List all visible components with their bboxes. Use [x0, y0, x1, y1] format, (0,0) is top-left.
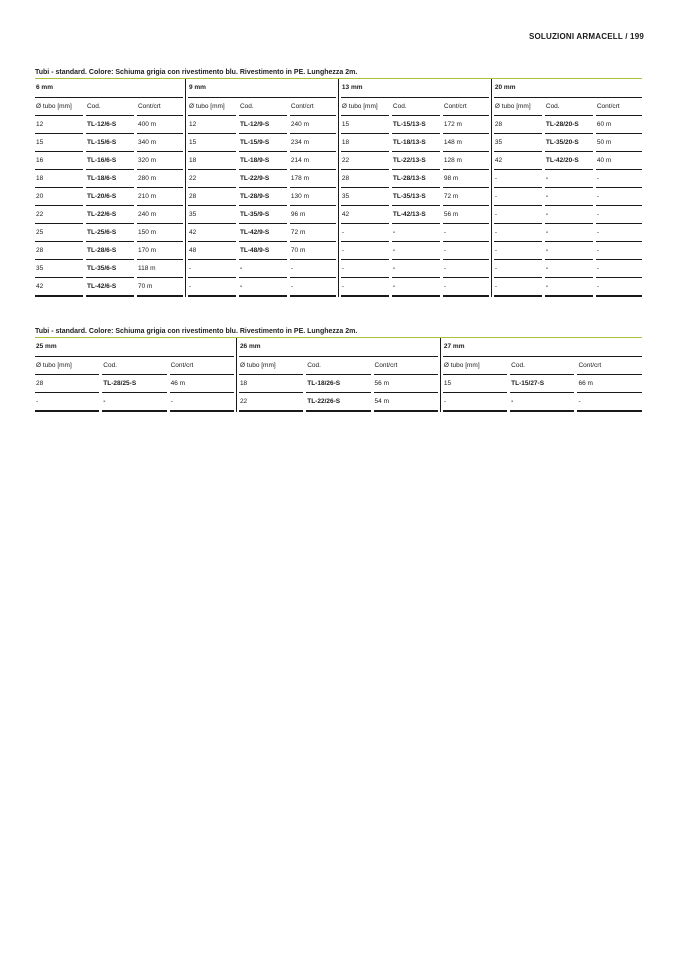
pipe-diameter-cell: 35 [188, 206, 236, 224]
product-code-cell: TL-28/13-S [392, 170, 440, 188]
pipe-diameter-cell: 35 [494, 134, 542, 152]
table-row [35, 188, 642, 206]
pipe-diameter-cell: 22 [239, 393, 303, 412]
product-code-cell: - [392, 242, 440, 260]
pipe-diameter-cell: 18 [188, 152, 236, 170]
column-header: Ø tubo [mm] [494, 98, 542, 116]
table-row [35, 134, 642, 152]
pipe-diameter-cell: 28 [35, 375, 99, 393]
table-section-1 [35, 67, 642, 297]
quantity-per-carton-cell: 70 m [137, 278, 183, 297]
product-code-cell: - [239, 260, 287, 278]
column-header: Ø tubo [mm] [188, 98, 236, 116]
pipe-diameter-cell: - [443, 393, 507, 412]
table-row [35, 278, 642, 297]
quantity-per-carton-cell: 50 m [596, 134, 642, 152]
quantity-per-carton-cell: - [596, 170, 642, 188]
quantity-per-carton-cell: - [596, 278, 642, 297]
quantity-per-carton-cell: 172 m [443, 116, 489, 134]
product-code-cell: TL-42/20-S [545, 152, 593, 170]
product-code-cell: TL-28/25-S [102, 375, 166, 393]
column-header: Cod. [239, 98, 287, 116]
pipe-diameter-cell: 12 [188, 116, 236, 134]
table-section-2 [35, 326, 642, 412]
quantity-per-carton-cell: - [290, 260, 336, 278]
pipe-diameter-cell: 15 [188, 134, 236, 152]
column-header-row [35, 357, 642, 375]
quantity-per-carton-cell: 240 m [290, 116, 336, 134]
quantity-per-carton-cell: - [577, 393, 642, 412]
product-code-cell: TL-18/6-S [86, 170, 134, 188]
column-header: Cont/crt [374, 357, 438, 375]
column-header: Cod. [510, 357, 574, 375]
quantity-per-carton-cell: 320 m [137, 152, 183, 170]
pipe-table-1 [35, 79, 642, 297]
pipe-diameter-cell: - [494, 188, 542, 206]
product-code-cell: - [239, 278, 287, 297]
product-code-cell: TL-28/20-S [545, 116, 593, 134]
product-code-cell: TL-25/6-S [86, 224, 134, 242]
quantity-per-carton-cell: 214 m [290, 152, 336, 170]
product-code-cell: TL-22/6-S [86, 206, 134, 224]
quantity-per-carton-cell: 98 m [443, 170, 489, 188]
column-header: Cont/crt [170, 357, 234, 375]
pipe-diameter-cell: - [341, 278, 389, 297]
product-code-cell: TL-48/9-S [239, 242, 287, 260]
group-title: 6 mm [35, 79, 183, 98]
quantity-per-carton-cell: 128 m [443, 152, 489, 170]
quantity-per-carton-cell: 70 m [290, 242, 336, 260]
group-title-row [35, 338, 642, 357]
product-code-cell: TL-35/13-S [392, 188, 440, 206]
column-header: Ø tubo [mm] [35, 357, 99, 375]
quantity-per-carton-cell: 240 m [137, 206, 183, 224]
product-code-cell: TL-42/13-S [392, 206, 440, 224]
quantity-per-carton-cell: 46 m [170, 375, 234, 393]
quantity-per-carton-cell: - [596, 224, 642, 242]
product-code-cell: TL-16/6-S [86, 152, 134, 170]
table-row [35, 260, 642, 278]
page-header: SOLUZIONI ARMACELL / 199 [528, 32, 644, 41]
pipe-diameter-cell: - [35, 393, 99, 412]
pipe-diameter-cell: 28 [35, 242, 83, 260]
quantity-per-carton-cell: 280 m [137, 170, 183, 188]
pipe-diameter-cell: - [494, 170, 542, 188]
group-title: 9 mm [188, 79, 336, 98]
pipe-diameter-cell: 22 [35, 206, 83, 224]
pipe-diameter-cell: - [494, 260, 542, 278]
table-row [35, 375, 642, 393]
quantity-per-carton-cell: 210 m [137, 188, 183, 206]
quantity-per-carton-cell: 60 m [596, 116, 642, 134]
quantity-per-carton-cell: 40 m [596, 152, 642, 170]
quantity-per-carton-cell: 66 m [577, 375, 642, 393]
product-code-cell: TL-15/13-S [392, 116, 440, 134]
product-code-cell: TL-18/26-S [306, 375, 370, 393]
pipe-diameter-cell: 16 [35, 152, 83, 170]
column-header: Ø tubo [mm] [443, 357, 507, 375]
table-caption: Tubi - standard. Colore: Schiuma grigia con rivestimento blu. Rivestimento in PE. Lunghezza 2m. [35, 328, 358, 335]
product-code-cell: TL-15/6-S [86, 134, 134, 152]
pipe-diameter-cell: 18 [341, 134, 389, 152]
table-caption: Tubi - standard. Colore: Schiuma grigia con rivestimento blu. Rivestimento in PE. Lunghezza 2m. [35, 69, 358, 76]
product-code-cell: TL-15/9-S [239, 134, 287, 152]
pipe-diameter-cell: 42 [188, 224, 236, 242]
product-code-cell: - [510, 393, 574, 412]
product-code-cell: TL-28/6-S [86, 242, 134, 260]
pipe-diameter-cell: - [494, 242, 542, 260]
table-row [35, 242, 642, 260]
column-header: Cont/crt [596, 98, 642, 116]
column-header: Cont/crt [577, 357, 642, 375]
column-header: Cod. [392, 98, 440, 116]
table-row [35, 152, 642, 170]
column-header: Cont/crt [290, 98, 336, 116]
column-header: Cont/crt [443, 98, 489, 116]
quantity-per-carton-cell: 54 m [374, 393, 438, 412]
pipe-diameter-cell: - [494, 278, 542, 297]
table-row [35, 206, 642, 224]
pipe-diameter-cell: - [494, 224, 542, 242]
product-code-cell: - [545, 278, 593, 297]
column-header: Cod. [306, 357, 370, 375]
quantity-per-carton-cell: - [443, 242, 489, 260]
product-code-cell: TL-12/9-S [239, 116, 287, 134]
pipe-diameter-cell: - [188, 278, 236, 297]
group-title: 13 mm [341, 79, 489, 98]
product-code-cell: TL-22/26-S [306, 393, 370, 412]
quantity-per-carton-cell: - [596, 188, 642, 206]
pipe-diameter-cell: 28 [188, 188, 236, 206]
pipe-diameter-cell: 15 [341, 116, 389, 134]
pipe-diameter-cell: 15 [443, 375, 507, 393]
product-code-cell: - [392, 278, 440, 297]
product-code-cell: - [392, 224, 440, 242]
pipe-diameter-cell: 18 [239, 375, 303, 393]
column-header: Ø tubo [mm] [341, 98, 389, 116]
pipe-diameter-cell: 42 [494, 152, 542, 170]
quantity-per-carton-cell: - [596, 242, 642, 260]
product-code-cell: TL-12/6-S [86, 116, 134, 134]
quantity-per-carton-cell: 148 m [443, 134, 489, 152]
product-code-cell: TL-18/9-S [239, 152, 287, 170]
quantity-per-carton-cell: 72 m [290, 224, 336, 242]
pipe-diameter-cell: 35 [35, 260, 83, 278]
pipe-diameter-cell: - [341, 242, 389, 260]
quantity-per-carton-cell: 118 m [137, 260, 183, 278]
pipe-diameter-cell: 22 [188, 170, 236, 188]
column-header: Cod. [102, 357, 166, 375]
table-row [35, 116, 642, 134]
group-title: 26 mm [239, 338, 438, 357]
quantity-per-carton-cell: - [290, 278, 336, 297]
product-code-cell: TL-42/6-S [86, 278, 134, 297]
quantity-per-carton-cell: 150 m [137, 224, 183, 242]
pipe-table-2 [35, 338, 642, 412]
product-code-cell: - [392, 260, 440, 278]
product-code-cell: - [545, 170, 593, 188]
quantity-per-carton-cell: 178 m [290, 170, 336, 188]
pipe-diameter-cell: - [341, 260, 389, 278]
pipe-diameter-cell: 48 [188, 242, 236, 260]
pipe-diameter-cell: 15 [35, 134, 83, 152]
table-row [35, 224, 642, 242]
product-code-cell: - [102, 393, 166, 412]
quantity-per-carton-cell: 56 m [374, 375, 438, 393]
product-code-cell: TL-22/13-S [392, 152, 440, 170]
pipe-diameter-cell: 22 [341, 152, 389, 170]
quantity-per-carton-cell: 56 m [443, 206, 489, 224]
product-code-cell: TL-18/13-S [392, 134, 440, 152]
quantity-per-carton-cell: - [443, 260, 489, 278]
quantity-per-carton-cell: - [443, 278, 489, 297]
product-code-cell: TL-35/20-S [545, 134, 593, 152]
quantity-per-carton-cell: 96 m [290, 206, 336, 224]
quantity-per-carton-cell: 170 m [137, 242, 183, 260]
product-code-cell: - [545, 224, 593, 242]
pipe-diameter-cell: - [494, 206, 542, 224]
pipe-diameter-cell: 28 [341, 170, 389, 188]
product-code-cell: TL-35/6-S [86, 260, 134, 278]
pipe-diameter-cell: 12 [35, 116, 83, 134]
quantity-per-carton-cell: - [443, 224, 489, 242]
group-title: 25 mm [35, 338, 234, 357]
pipe-diameter-cell: 35 [341, 188, 389, 206]
pipe-diameter-cell: 42 [341, 206, 389, 224]
product-code-cell: TL-22/9-S [239, 170, 287, 188]
product-code-cell: - [545, 206, 593, 224]
quantity-per-carton-cell: 234 m [290, 134, 336, 152]
product-code-cell: TL-15/27-S [510, 375, 574, 393]
product-code-cell: TL-42/9-S [239, 224, 287, 242]
product-code-cell: TL-28/9-S [239, 188, 287, 206]
pipe-diameter-cell: 28 [494, 116, 542, 134]
column-header: Ø tubo [mm] [35, 98, 83, 116]
pipe-diameter-cell: 20 [35, 188, 83, 206]
column-header: Cod. [545, 98, 593, 116]
table-row [35, 393, 642, 412]
pipe-diameter-cell: 42 [35, 278, 83, 297]
pipe-diameter-cell: 25 [35, 224, 83, 242]
group-title: 20 mm [494, 79, 642, 98]
quantity-per-carton-cell: 340 m [137, 134, 183, 152]
group-title-row [35, 79, 642, 98]
pipe-diameter-cell: - [188, 260, 236, 278]
quantity-per-carton-cell: 72 m [443, 188, 489, 206]
product-code-cell: TL-20/6-S [86, 188, 134, 206]
pipe-diameter-cell: - [341, 224, 389, 242]
pipe-diameter-cell: 18 [35, 170, 83, 188]
quantity-per-carton-cell: - [170, 393, 234, 412]
quantity-per-carton-cell: 130 m [290, 188, 336, 206]
column-header: Ø tubo [mm] [239, 357, 303, 375]
quantity-per-carton-cell: - [596, 260, 642, 278]
table-row [35, 170, 642, 188]
column-header: Cont/crt [137, 98, 183, 116]
quantity-per-carton-cell: - [596, 206, 642, 224]
product-code-cell: - [545, 260, 593, 278]
column-header: Cod. [86, 98, 134, 116]
column-header-row [35, 98, 642, 116]
product-code-cell: - [545, 188, 593, 206]
product-code-cell: - [545, 242, 593, 260]
product-code-cell: TL-35/9-S [239, 206, 287, 224]
quantity-per-carton-cell: 400 m [137, 116, 183, 134]
group-title: 27 mm [443, 338, 642, 357]
